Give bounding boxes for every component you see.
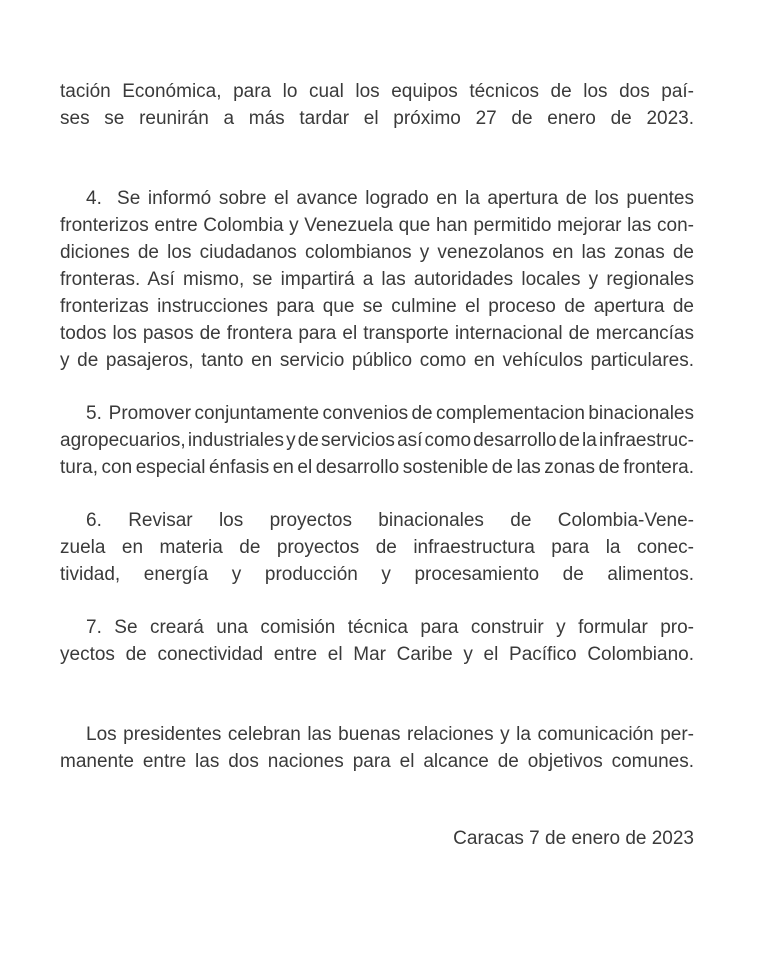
paragraph-item-6: [60, 507, 694, 588]
text-line: yectos de conectividad entre el Mar Caribe y el Pacífico Colombiano.: [60, 644, 694, 665]
text-line: manente entre las dos naciones para el alcance de objetivos comunes.: [60, 751, 694, 772]
text-line: y de pasajeros, tanto en servicio público como en vehículos particulares.: [60, 350, 694, 371]
paragraph-item-7: [60, 614, 694, 668]
text-line: zuela en materia de proyectos de infraestructura para la conec-: [60, 537, 694, 558]
text-block: [60, 78, 694, 852]
text-line: diciones de los ciudadanos colombianos y venezolanos en las zonas de: [60, 242, 694, 263]
text-line: fronteras. Así mismo, se impartirá a las autoridades locales y regionales: [60, 269, 694, 290]
dateline: Caracas 7 de enero de 2023: [453, 828, 694, 849]
paragraph-continuation: [60, 78, 694, 132]
text-line: tividad, energía y producción y procesamiento de alimentos.: [60, 564, 694, 585]
text-line: tura, con especial énfasis en el desarrollo sostenible de las zonas de frontera.: [60, 457, 694, 478]
text-line: tación Económica, para lo cual los equipos técnicos de los dos paí-: [60, 81, 694, 102]
text-line: todos los pasos de frontera para el transporte internacional de mercancías: [60, 323, 694, 344]
paragraph-item-5: [60, 400, 694, 481]
paragraph-item-4: [60, 185, 694, 374]
text-line: 7. Se creará una comisión técnica para construir y formular pro-: [86, 617, 694, 638]
text-line: fronterizos entre Colombia y Venezuela que han permitido mejorar las con-: [60, 215, 694, 236]
text-line: fronterizas instrucciones para que se culmine el proceso de apertura de: [60, 296, 694, 317]
text-line: Los presidentes celebran las buenas relaciones y la comunicación per-: [86, 724, 694, 745]
text-line: ses se reunirán a más tardar el próximo 27 de enero de 2023.: [60, 108, 694, 129]
text-line: 6. Revisar los proyectos binacionales de Colombia-Vene-: [86, 510, 694, 531]
text-line: agropecuarios, industriales y de servicios así como desarrollo de la infraestruc-: [60, 430, 694, 451]
closing-paragraph: [60, 721, 694, 775]
text-line: 5. Promover conjuntamente convenios de complementacion binacionales: [86, 403, 694, 424]
text-line: 4. Se informó sobre el avance logrado en la apertura de los puentes: [86, 188, 694, 209]
